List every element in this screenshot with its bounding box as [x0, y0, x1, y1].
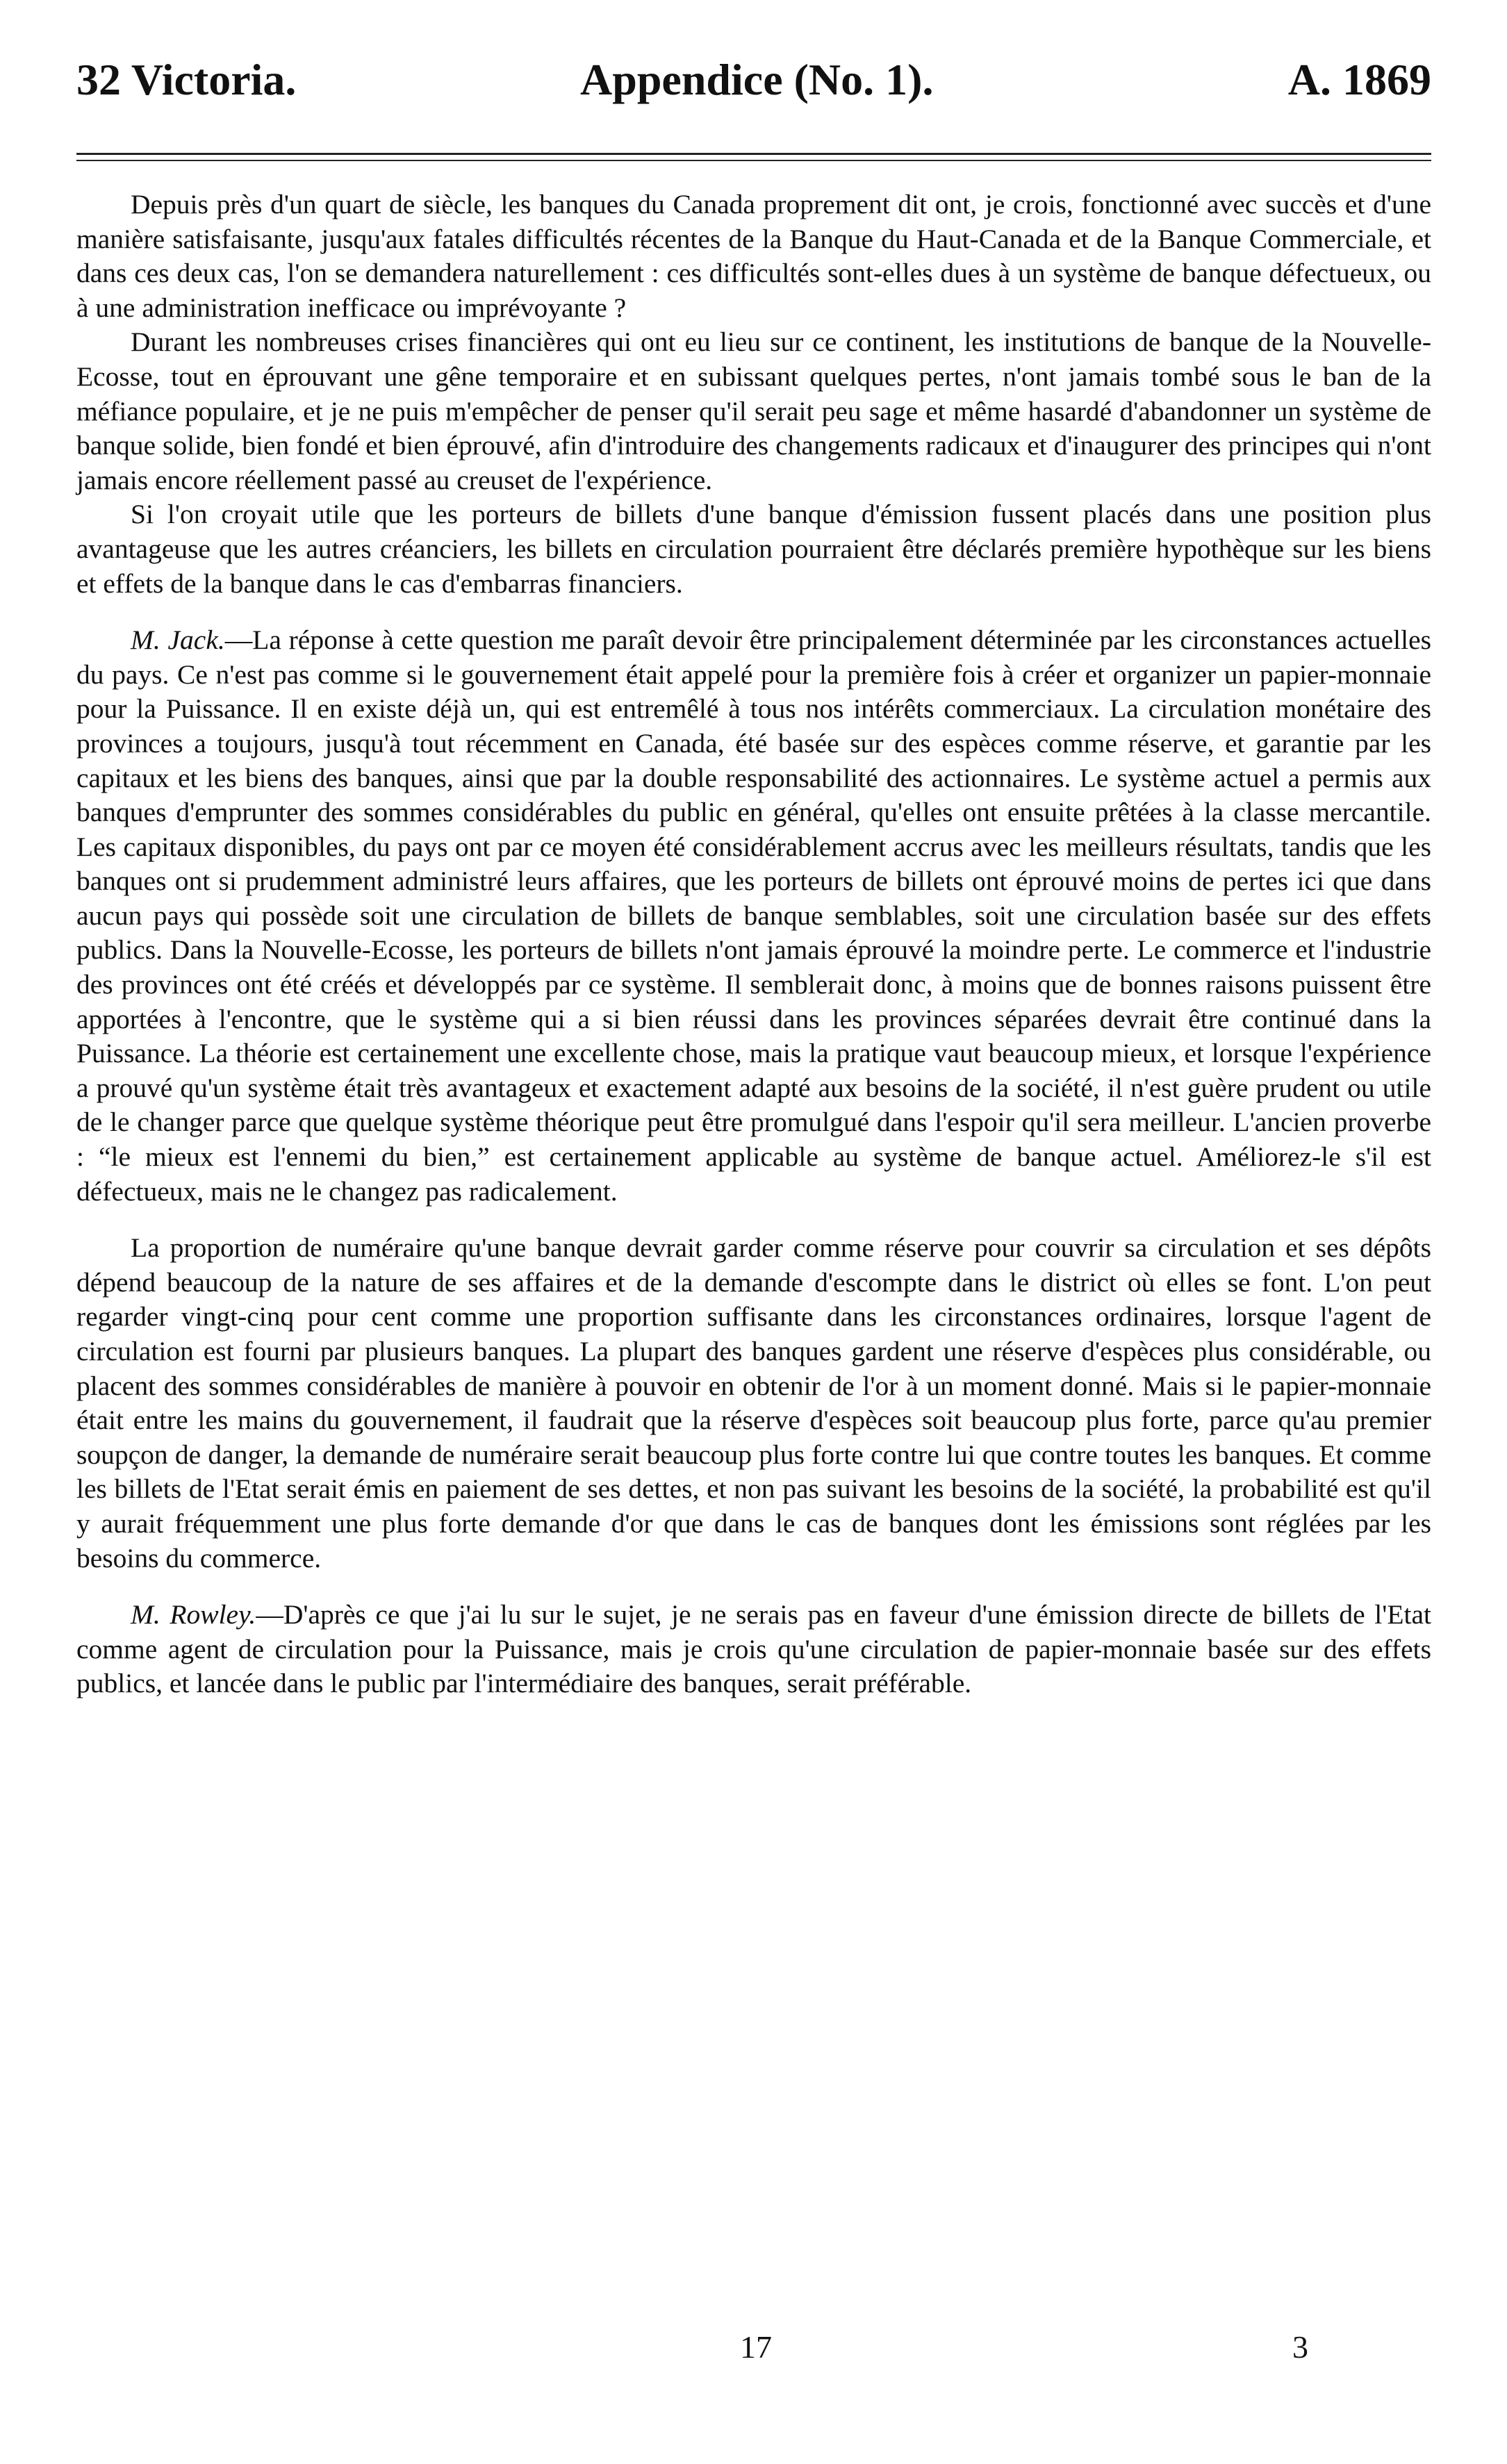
paragraph-1: Depuis près d'un quart de siècle, les banques du Canada proprement dit ont, je crois, fonctionné avec succès et d'une manière satisfaisante, jusqu'aux fatales difficultés récentes de la Banque du Haut-Canada et de la Banque Commerciale, et dans ces deux cas, l'on se demandera naturellement : ces difficultés sont-elles dues à un système de banque défectueux, ou à une administration inefficace ou imprévoyante ?	[76, 189, 1431, 323]
header-appendix: Appendice (No. 1).	[580, 55, 934, 104]
paragraph-4: M. Jack.—La réponse à cette question me paraît devoir être principalement déterminée par les circonstances actuelles du pays. Ce n'est pas comme si le gouvernement était appelé pour la première fois à créer et organizer un papier-monnaie pour la Puissance. Il en existe déjà un, qui est entremêlé à tous nos intérêts commerciaux. La circulation monétaire des provinces a toujours, jusqu'à tout récemment en Canada, été basée sur des espèces comme réserve, et garantie par les capitaux et les biens des banques, ainsi que par la double responsabilité des actionnaires. Le système actuel a permis aux banques d'emprunter des sommes considérables du public en général, qu'elles ont ensuite prêtées à la classe mercantile. Les capitaux disponibles, du pays ont par ce moyen été considérablement accrus avec les meilleurs résultats, tandis que les banques ont si prudemment administré leurs affaires, que les porteurs de billets ont éprouvé moins de pertes ici que dans aucun pays qui possède soit une circulation de billets de banque semblables, soit une circulation basée sur des effets publics. Dans la Nouvelle-Ecosse, les porteurs de billets n'ont jamais éprouvé la moindre perte. Le commerce et l'industrie des provinces ont été créés et développés par ce système. Il semblerait donc, à moins que de bonnes raisons puissent être apportées à l'encontre, que le système qui a si bien réussi dans les provinces séparées devrait être continué dans la Puissance. La théorie est certainement une excellente chose, mais la pratique vaut beaucoup mieux, et lorsque l'expérience a prouvé qu'un système était très avantageux et exactement adapté aux besoins de la société, il n'est guère prudent ou utile de le changer parce que quelque système théorique peut être promulgué dans l'espoir qu'il sera meilleur. L'ancien proverbe : “le mieux est l'ennemi du bien,” est certainement applicable au système de banque actuel. Améliorez-le s'il est défectueux, mais ne le changez pas radicalement.	[76, 625, 1431, 1207]
speaker-rowley: M. Rowley.	[131, 1599, 256, 1630]
body-text	[76, 188, 1431, 1701]
running-head	[76, 54, 1431, 131]
paragraph-5: La proportion de numéraire qu'une banque devrait garder comme réserve pour couvrir sa circulation et ses dépôts dépend beaucoup de la nature de ses affaires et de la demande d'escompte dans le district où elles se font. L'on peut regarder vingt-cinq pour cent comme une proportion suffisante dans les circonstances ordinaires, lorsque l'agent de circulation est fourni par plusieurs banques. La plupart des banques gardent une réserve d'espèces plus considérable, ou placent des sommes considérables de manière à pouvoir en obtenir de l'or à un moment donné. Mais si le papier-monnaie était entre les mains du gouvernement, il faudrait que la réserve d'espèces soit beaucoup plus forte, parce qu'au premier soupçon de danger, la demande de numéraire serait beaucoup plus forte contre lui que contre toutes les banques. Et comme les billets de l'Etat serait émis en paiement de ses dettes, et non pas suivant les besoins de la société, la probabilité est qu'il y aurait fréquemment une plus forte demande d'or que dans le cas de banques dont les émissions sont réglées par les besoins du commerce.	[76, 1232, 1431, 1573]
page-number: 3	[1292, 2329, 1308, 2365]
paragraph-3: Si l'on croyait utile que les porteurs de billets d'une banque d'émission fussent placés dans une position plus avantageuse que les autres créanciers, les billets en circulation pourraient être déclarés première hypothèque sur les biens et effets de la banque dans le cas d'embarras financiers.	[76, 499, 1431, 599]
speaker-jack: M. Jack.	[131, 625, 225, 656]
page-footer	[76, 2329, 1431, 2370]
paragraph-2: Durant les nombreuses crises financières qui ont eu lieu sur ce continent, les institutions de banque de la Nouvelle-Ecosse, tout en éprouvant une gêne temporaire et en subissant quelques pertes, n'ont jamais tombé sous le ban de la méfiance populaire, et je ne puis m'empêcher de penser qu'il serait peu sage et même hasardé d'abandonner un système de banque solide, bien fondé et bien éprouvé, afin d'introduire des changements radicaux et d'inaugurer des principes qui n'ont jamais encore réellement passé au creuset de l'expérience.	[76, 326, 1431, 495]
header-year: A. 1869	[1287, 55, 1431, 104]
paragraph-6: M. Rowley.—D'après ce que j'ai lu sur le sujet, je ne serais pas en faveur d'une émission directe de billets de l'Etat comme agent de circulation pour la Puissance, mais je crois qu'une circulation de papier-monnaie basée sur des effets publics, et lancée dans le public par l'intermédiaire des banques, serait préférable.	[76, 1599, 1431, 1699]
signature-mark: 17	[740, 2329, 772, 2365]
header-double-rule	[76, 153, 1431, 161]
document-page	[76, 0, 1431, 2464]
header-session: 32 Victoria.	[76, 55, 297, 104]
